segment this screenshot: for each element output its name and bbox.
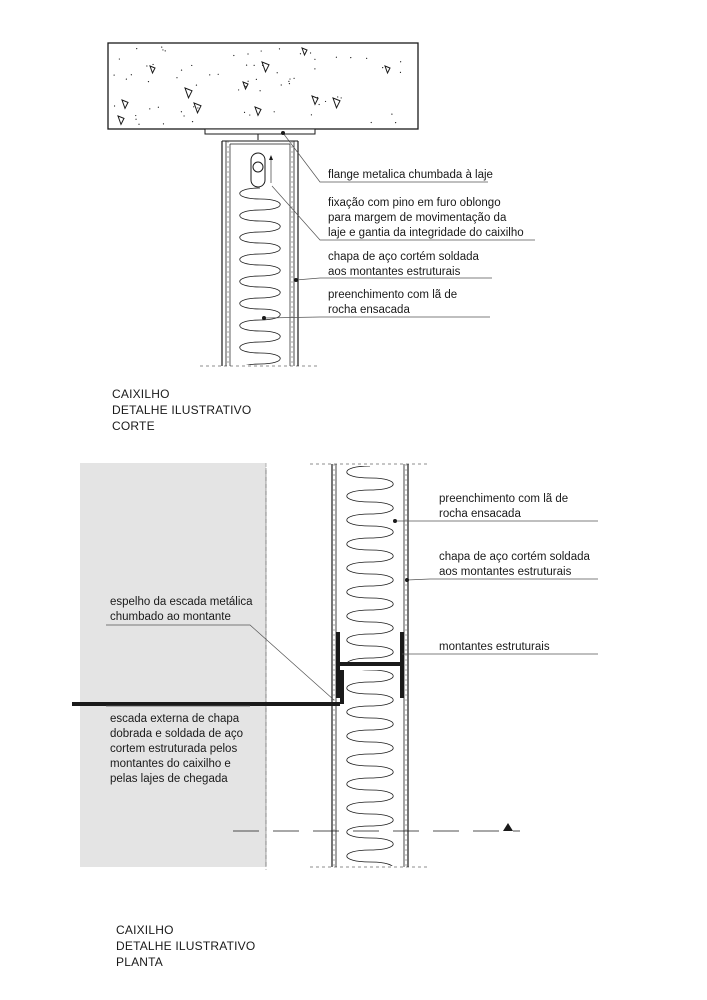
callout-stair-mirror: espelho da escada metálica chumbado ao montante <box>110 596 253 623</box>
fixing-pin <box>253 162 263 172</box>
stair-plate <box>72 702 340 706</box>
section-view <box>108 43 535 433</box>
callout-external-stair: escada externa de chapa dobrada e soldada de aço cortem estruturada pelos montantes do caixilho e pelas lajes de chegada <box>110 713 243 785</box>
plan-callouts-right <box>439 493 593 653</box>
callout-plan-mullions: montantes estruturais <box>439 641 550 653</box>
callout-flange: flange metalica chumbada à laje <box>328 169 493 181</box>
concrete-slab <box>108 43 418 129</box>
callout-rock-wool: preenchimento com lã de rocha ensacada <box>328 289 458 316</box>
plan-title: CAIXILHO DETALHE ILUSTRATIVO PLANTA <box>116 923 256 969</box>
plan-view <box>72 463 598 969</box>
section-callouts <box>328 169 524 316</box>
callout-plan-rock-wool: preenchimento com lã de rocha ensacada <box>439 493 569 520</box>
callout-corten-plate: chapa de aço cortém soldada aos montantes estruturais <box>328 251 479 278</box>
callout-plan-corten-plate: chapa de aço cortém soldada aos montantes estruturais <box>439 551 590 578</box>
rock-wool-section <box>240 188 281 386</box>
section-title: CAIXILHO DETALHE ILUSTRATIVO CORTE <box>112 387 252 433</box>
stair-area <box>80 463 266 867</box>
metal-flange <box>205 129 315 134</box>
cut-line <box>233 823 520 831</box>
callout-pin-fixing: fixação com pino em furo oblongo para margem de movimentação da laje e gantia da integridade do caixilho <box>328 197 524 239</box>
